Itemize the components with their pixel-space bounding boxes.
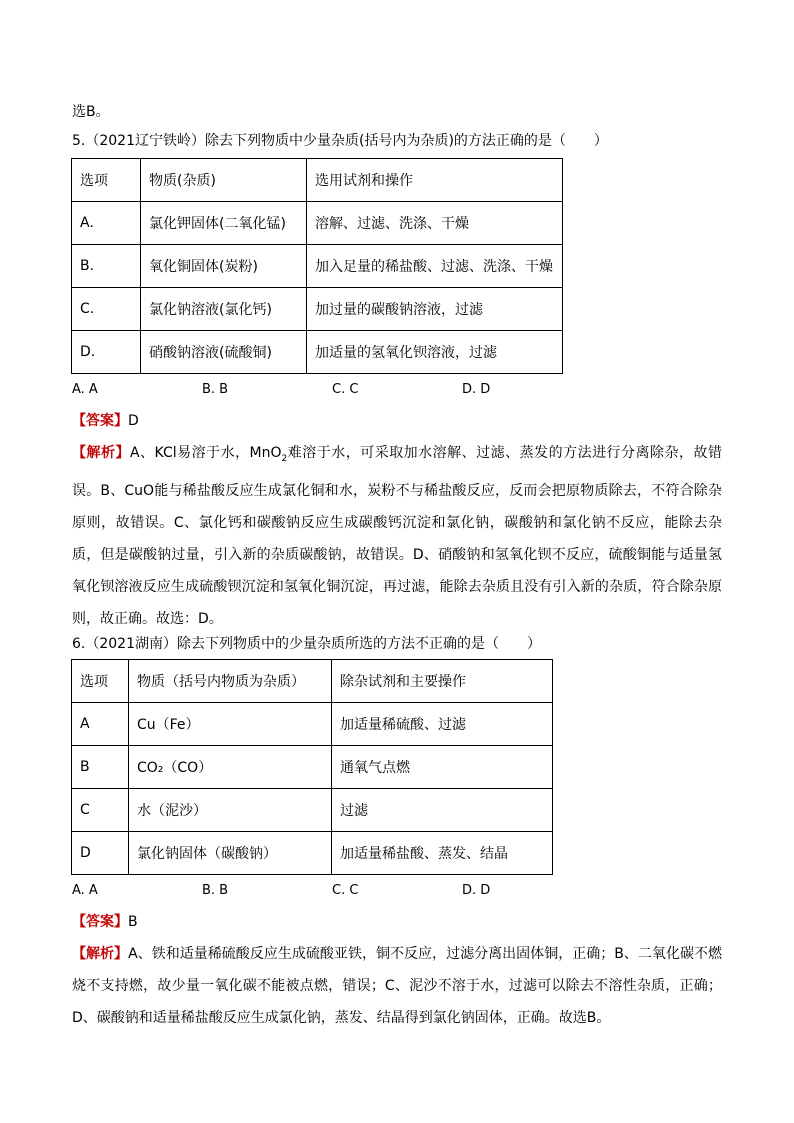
previous-answer-end: 选B。 [72, 104, 110, 120]
option-d: D. D [462, 883, 491, 898]
cell-substance: 硝酸钠溶液(硫酸铜) [141, 331, 307, 374]
option-d: D. D [462, 382, 491, 397]
question-6-stem: 6.（2021湖南）除去下列物质中的少量杂质所选的方法不正确的是（ ） [72, 636, 541, 652]
cell-option: C [72, 789, 129, 832]
table-row [72, 703, 553, 746]
cell-substance: 氧化铜固体(炭粉) [141, 245, 307, 288]
option-a: A. A [72, 883, 98, 898]
option-c: C. C [332, 382, 359, 397]
cell-option: D. [72, 331, 141, 374]
table-row [72, 746, 553, 789]
table-row [72, 331, 563, 374]
analysis-text-2: 难溶于水，可采取加水溶解、过滤、蒸发的方法进行分离除杂，故错误。B、CuO能与稀盐酸反应生成氯化铜和水，炭粉不与稀盐酸反应，反而会把原物质除去，不符合除杂原则，故错误。C、氯化钙和碳酸钠反应生成碳酸钙沉淀和氯化钠，碳酸钠和氯化钠不反应，能除去杂质，但是碳酸钠过量，引入新的杂质碳酸钠，故错误。D、硝酸钠和氢氧化钡不反应，硫酸铜能与适量氢氧化钡溶液反应生成硫酸钡沉淀和氢氧化铜沉淀，再过滤，能除去杂质且没有引入新的杂质，符合除杂原则，故正确。故选：D。 [72, 445, 722, 627]
option-b: B. B [202, 883, 229, 898]
option-a: A. A [72, 382, 98, 397]
cell-option: B. [72, 245, 141, 288]
table-row [72, 789, 553, 832]
question-5-stem: 5.（2021辽宁铁岭）除去下列物质中少量杂质(括号内为杂质)的方法正确的是（ ） [72, 133, 608, 149]
question-5-table [71, 158, 563, 374]
table-row [72, 202, 563, 245]
cell-option: A [72, 703, 129, 746]
cell-option: C. [72, 288, 141, 331]
question-6-answer [72, 912, 138, 932]
cell-method: 溶解、过滤、洗涤、干燥 [307, 202, 563, 245]
question-5-options [72, 380, 592, 400]
table-row [72, 288, 563, 331]
answer-tag: 【答案】 [72, 413, 128, 429]
cell-option: A. [72, 202, 141, 245]
cell-substance: Cu（Fe） [129, 703, 332, 746]
analysis-text-1: A、KCl易溶于水，MnO [129, 445, 282, 461]
header-method: 选用试剂和操作 [307, 159, 563, 202]
table-row [72, 245, 563, 288]
cell-substance: 氯化钾固体(二氧化锰) [141, 202, 307, 245]
header-option: 选项 [72, 159, 141, 202]
cell-method: 过滤 [332, 789, 553, 832]
table-header-row [72, 159, 563, 202]
header-substance: 物质（括号内物质为杂质） [129, 660, 332, 703]
cell-method: 加适量稀硫酸、过滤 [332, 703, 553, 746]
option-b: B. B [202, 382, 229, 397]
header-substance: 物质(杂质) [141, 159, 307, 202]
cell-method: 通氧气点燃 [332, 746, 553, 789]
table-row [72, 832, 553, 875]
answer-value: B [128, 914, 138, 930]
analysis-text: A、铁和适量稀硫酸反应生成硫酸亚铁，铜不反应，过滤分离出固体铜，正确；B、二氧化碳不燃烧不支持燃，故少量一氧化碳不能被点燃，错误；C、泥沙不溶于水，过滤可以除去不溶性杂质，正确；D、碳酸钠和适量稀盐酸反应生成氯化钠，蒸发、结晶得到氯化钠固体，正确。故选B。 [72, 946, 722, 1026]
cell-method: 加入足量的稀盐酸、过滤、洗涤、干燥 [307, 245, 563, 288]
header-option: 选项 [72, 660, 129, 703]
question-5-answer [72, 411, 139, 431]
cell-substance: 氯化钠溶液(氯化钙) [141, 288, 307, 331]
cell-method: 加过量的碳酸钠溶液，过滤 [307, 288, 563, 331]
analysis-tag: 【解析】 [72, 445, 130, 461]
option-c: C. C [332, 883, 359, 898]
cell-method: 加适量的氢氧化钡溶液，过滤 [307, 331, 563, 374]
answer-tag: 【答案】 [72, 914, 128, 930]
subscript: 2 [281, 453, 288, 464]
question-6-options [72, 881, 592, 901]
answer-value: D [128, 413, 139, 429]
question-6-analysis [72, 938, 722, 1034]
cell-substance: CO₂（CO） [129, 746, 332, 789]
table-header-row [72, 660, 553, 703]
question-5-analysis [72, 437, 722, 635]
header-method: 除杂试剂和主要操作 [332, 660, 553, 703]
analysis-tag: 【解析】 [72, 946, 129, 962]
cell-option: D [72, 832, 129, 875]
cell-substance: 氯化钠固体（碳酸钠） [129, 832, 332, 875]
cell-option: B [72, 746, 129, 789]
question-6-table [71, 659, 553, 875]
cell-substance: 水（泥沙） [129, 789, 332, 832]
cell-method: 加适量稀盐酸、蒸发、结晶 [332, 832, 553, 875]
